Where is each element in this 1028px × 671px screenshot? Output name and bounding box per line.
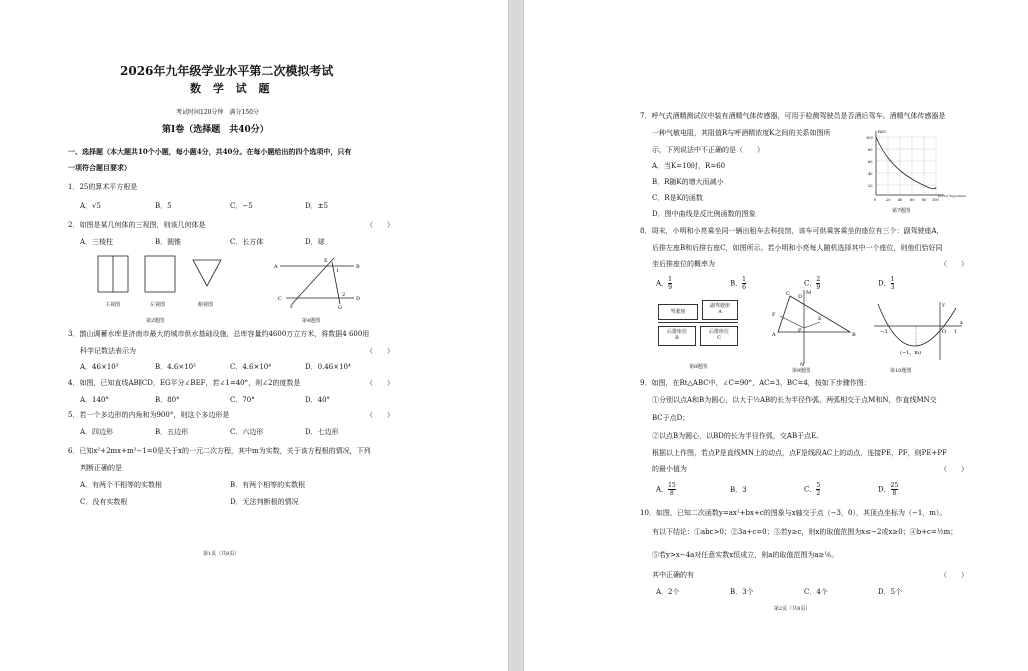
- fig9-label-d: D: [798, 294, 803, 300]
- q9-option-a: A． $\frac{15}{8}$: [656, 482, 676, 497]
- q4-option-d: D．40°: [305, 396, 331, 404]
- q3-answer-paren: （ ）: [366, 347, 394, 355]
- page-2: [524, 0, 1028, 671]
- fig7-x-axis-label: K/×10⁻³mg/100ml: [938, 194, 966, 198]
- q7-option-a: A．当K=10时，R=60: [652, 162, 726, 170]
- question-3-line-1: 3．鹊山调蓄水库是济南市最大的城市供水基础设施，总库容量约4600万立方米，将数据4 600用: [68, 330, 370, 338]
- question-10-line-4: 其中正确的有: [652, 571, 694, 579]
- q9-option-c: C． $\frac{5}{2}$: [804, 482, 821, 497]
- fig7-xtick-20: 20: [886, 198, 891, 202]
- fig4-label-d: D: [356, 296, 361, 302]
- question-8-line-2: 后排左座B和后排右座C，如图所示。若小明和小亮每人随机选择其中一个座位，则他们恰好同: [652, 244, 943, 252]
- question-7-line-2: 一种气敏电阻，其阻值R与呼酒精浓度K之间的关系如图所: [652, 129, 831, 137]
- fig7-ytick-20: 20: [868, 184, 873, 188]
- q3-option-b: B．4.6×10³: [155, 363, 196, 371]
- question-8-line-3: 坐后排座位的概率为: [652, 260, 715, 268]
- question-9-line-6: 的最小值为: [652, 465, 687, 473]
- q5-option-d: D．七边形: [305, 428, 339, 436]
- fig10-caption: 第10题图: [890, 368, 912, 374]
- q7-option-d: D．图中曲线是反比例函数的图象: [652, 210, 756, 218]
- q10-option-c: C．4个: [804, 588, 828, 596]
- fig7-ytick-40: 40: [868, 172, 873, 176]
- top-view-label: 俯视图: [198, 302, 214, 308]
- question-1: 1．25的算术平方根是: [68, 183, 138, 191]
- fig9-label-n: N: [800, 362, 805, 368]
- q6-option-b: B．有两个相等的实数根: [230, 481, 306, 489]
- fig9-label-m: M: [806, 290, 812, 296]
- question-8-line-1: 8．周末，小明和小亮乘坐同一辆出租车去科技馆，该车可供乘客乘坐的座位有三个：副驾驶座A，: [640, 227, 944, 235]
- fig10-label-1: 1: [954, 329, 958, 335]
- q2-option-b: B．圆锥: [155, 238, 182, 246]
- question-6-line-1: 6．已知x²+2mx+m²−1=0是关于x的一元二次方程，其中m为实数，关于该方程根的情况，下列: [68, 447, 371, 455]
- q3-option-a: A．46×10³: [80, 363, 119, 371]
- question-10-line-3: ⑤若y>x−4a对任意实数x恒成立，则a的取值范围为a≥⅙。: [652, 551, 839, 559]
- fig9-caption: 第9题图: [792, 368, 811, 374]
- q5-answer-paren: （ ）: [366, 411, 394, 419]
- q7-option-c: C．R是K的函数: [652, 194, 703, 202]
- fig7-y-axis-label: R/Ω: [878, 129, 886, 134]
- fig7-ytick-100: 100: [866, 136, 873, 140]
- fig7-xtick-40: 40: [898, 198, 903, 202]
- fig4-label-a: A: [274, 264, 278, 270]
- q1-option-c: C．−5: [230, 202, 253, 210]
- q6-option-a: A．有两个不相等的实数根: [80, 481, 163, 489]
- question-2: 2．如图是某几何体的三视图，则该几何体是: [68, 221, 206, 229]
- exam-subtitle: 数 学 试 题: [190, 82, 274, 95]
- question-10-line-1: 10．如图，已知二次函数y=ax²+bx+c的图象与x轴交于点（−3，0），其顶点坐标为（−1，m）。: [640, 509, 947, 517]
- fig7-ytick-60: 60: [868, 160, 873, 164]
- triangle-construction-figure: [760, 288, 860, 366]
- question-9-line-3: BC于点D；: [652, 414, 690, 422]
- q8-option-c: C． $\frac{2}{9}$: [804, 276, 821, 291]
- side-view-label: 左视图: [150, 302, 166, 308]
- fig10-label-vertex: (−1，m): [900, 350, 922, 356]
- q7-option-b: B．R随K的增大而减小: [652, 178, 724, 186]
- q5-option-a: A．四边形: [80, 428, 114, 436]
- q6-option-d: D．无法判断根的情况: [230, 498, 299, 506]
- question-9-line-4: ②以点B为圆心，以BD的长为半径作弧，交AB于点E。: [652, 432, 824, 440]
- fig10-label-origin: O: [942, 329, 947, 335]
- exam-title: 2026年九年级学业水平第二次模拟考试: [120, 64, 334, 78]
- q5-option-c: C．六边形: [230, 428, 264, 436]
- page-gap: [508, 0, 524, 671]
- parallel-lines-figure: [272, 254, 367, 310]
- q4-option-a: A．140°: [80, 396, 109, 404]
- instructions-line-2: 一项符合题目要求）: [68, 163, 131, 172]
- q8-option-d: D． $\frac{1}{3}$: [878, 276, 895, 291]
- seat-a: 副驾驶座 A: [702, 300, 738, 320]
- q9-option-d: D． $\frac{25}{8}$: [878, 482, 899, 497]
- q8-option-b: B． $\frac{1}{6}$: [730, 276, 746, 291]
- q5-option-b: B．五边形: [155, 428, 189, 436]
- page-2-footer: 第2页（共8页）: [774, 606, 811, 612]
- three-views-figure: [95, 254, 225, 294]
- q9-answer-paren: （ ）: [940, 465, 968, 473]
- question-3-line-2: 科学记数法表示为: [80, 347, 136, 355]
- q10-answer-paren: （ ）: [940, 571, 968, 579]
- fig10-label-neg3: −3: [880, 329, 888, 335]
- fig9-label-c: C: [786, 291, 790, 297]
- fig10-y-label: y: [942, 302, 945, 308]
- fig7-xtick-100: 100: [932, 198, 939, 202]
- fig7-caption: 第7题图: [892, 208, 911, 214]
- fig8-caption: 第8题图: [689, 364, 708, 370]
- q6-option-c: C．没有实数根: [80, 498, 128, 506]
- q1-option-a: A．√5: [80, 202, 101, 210]
- seat-c: 后排座位 C: [700, 326, 738, 346]
- fig4-label-e: E: [324, 258, 328, 264]
- parabola-figure: [870, 300, 966, 362]
- front-view-label: 主视图: [105, 302, 121, 308]
- fig7-xtick-60: 60: [910, 198, 915, 202]
- q4-option-c: C．70°: [230, 396, 255, 404]
- q2-option-d: D．球: [305, 238, 325, 246]
- q2-answer-paren: （ ）: [366, 221, 394, 229]
- fig7-ytick-80: 80: [868, 148, 873, 152]
- q10-option-a: A．2个: [656, 588, 680, 596]
- fig4-label-b: B: [356, 264, 360, 270]
- q8-answer-paren: （ ）: [940, 260, 968, 268]
- q8-option-a: A． $\frac{1}{9}$: [656, 276, 672, 291]
- exam-info: 考试时间120分钟 满分150分: [176, 109, 259, 116]
- instructions-line-1: 一、选择题（本大题共10个小题，每小题4分，共40分。在每小题给出的四个选项中，只有: [68, 147, 352, 156]
- q2-option-a: A．三棱柱: [80, 238, 114, 246]
- question-6-line-2: 判断正确的是: [80, 464, 122, 472]
- q9-option-b: B．3: [730, 486, 747, 494]
- fig9-label-b: B: [852, 332, 856, 338]
- seat-b: 后排座位 B: [658, 326, 696, 346]
- q2-option-c: C．长方体: [230, 238, 264, 246]
- q3-option-d: D．0.46×10⁴: [305, 363, 351, 371]
- q1-option-b: B．5: [155, 202, 172, 210]
- page-1: [0, 0, 508, 671]
- q4-option-b: B．80°: [155, 396, 180, 404]
- fig10-x-label: x: [960, 320, 963, 326]
- question-7-line-3: 示，下列说法中不正确的是（ ）: [652, 146, 764, 154]
- seat-driver: 驾驶座: [658, 304, 698, 320]
- fig4-label-c: C: [278, 296, 282, 302]
- q10-option-d: D．5个: [878, 588, 903, 596]
- fig9-label-e: E: [818, 316, 822, 322]
- fig9-label-a: A: [772, 332, 776, 338]
- q4-answer-paren: （ ）: [366, 379, 394, 387]
- fig4-label-1: 1: [336, 268, 340, 274]
- seat-divider: [658, 322, 738, 323]
- question-9-line-5: 根据以上作图，若点P是直线MN上的动点，点F是线段AC上的动点，连接PE，PF，则PE+PF: [652, 449, 947, 457]
- fig4-caption: 第4题图: [302, 318, 321, 324]
- fig7-xtick-0: 0: [874, 198, 877, 202]
- question-9-line-2: ①分别以点A和B为圆心，以大于½AB的长为半径作弧，两弧相交于点M和N，作直线MN交: [652, 396, 937, 404]
- fig4-label-g: G: [338, 305, 342, 311]
- question-7-line-1: 7．呼气式酒精测试仪中装有酒精气体传感器，可用于检测驾驶员是否酒后驾车。酒精气体传感器是: [640, 112, 946, 120]
- q3-option-c: C．4.6×10⁴: [230, 363, 272, 371]
- question-4: 4．如图，已知直线AB∥CD，EG平分∠BEF，若∠1=40°，则∠2的度数是: [68, 379, 301, 387]
- question-10-line-2: 有以下结论：①abc>0；②3a+c=0；③若y≥c，则x的取值范围为x≤−2或x≥0；④b+c=½m；: [652, 528, 958, 536]
- section-heading: 第Ⅰ卷（选择题 共40分）: [162, 125, 269, 135]
- q1-option-d: D．±5: [305, 202, 328, 210]
- fig4-label-2: 2: [342, 292, 346, 298]
- question-5: 5．若一个多边形的内角和为900°，则这个多边形是: [68, 411, 230, 419]
- sensor-resistance-graph: [864, 127, 966, 203]
- question-9-line-1: 9．如图，在Rt△ABC中，∠C=90°，AC=3，BC=4，按如下步骤作图：: [640, 379, 871, 387]
- fig9-label-p: P: [798, 328, 802, 334]
- fig9-label-f: F: [772, 312, 776, 318]
- fig7-xtick-80: 80: [922, 198, 927, 202]
- fig4-label-f: F: [290, 304, 294, 310]
- q10-option-b: B．3个: [730, 588, 754, 596]
- fig2-caption: 第2题图: [146, 318, 165, 324]
- page-1-footer: 第1页（共8页）: [203, 551, 240, 557]
